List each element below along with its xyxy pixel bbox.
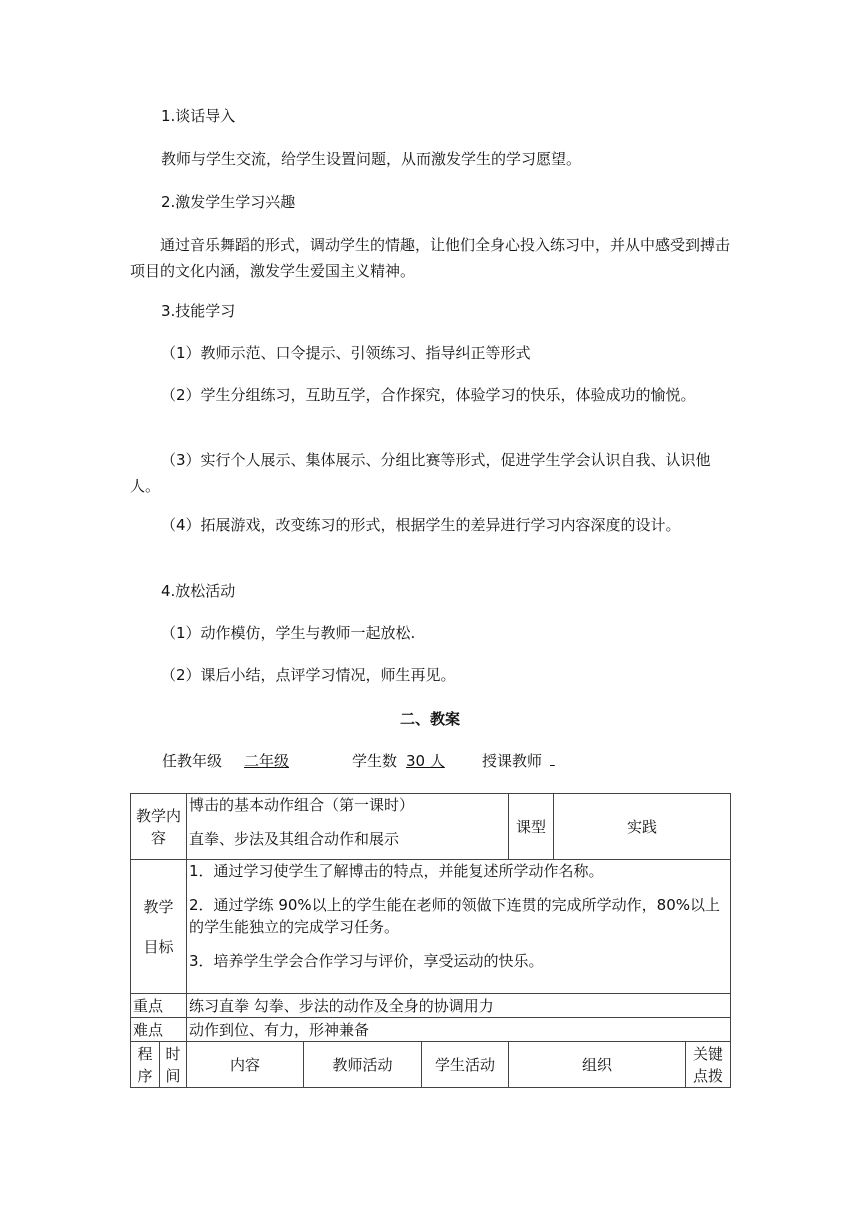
- key-point-value: 练习直拳 勾拳、步法的动作及全身的协调用力: [187, 994, 731, 1018]
- lesson-plan-table: [130, 793, 731, 1088]
- key-point-row: [131, 994, 731, 1018]
- header-teacher-activity: 教师活动: [304, 1042, 422, 1088]
- grade-value: 二年级: [244, 752, 290, 770]
- header-content: 内容: [187, 1042, 304, 1088]
- goals-label: [131, 860, 187, 994]
- difficulty-row: [131, 1018, 731, 1042]
- paragraph-4-1: （1）动作模仿，学生与教师一起放松.: [161, 624, 416, 642]
- paragraph-2: 通过音乐舞蹈的形式，调动学生的情趣，让他们全身心投入练习中，并从中感受到搏击项目的文化内涵，激发学生爱国主义精神。: [130, 236, 731, 280]
- content-line-2: 直拳、步法及其组合动作和展示: [189, 830, 400, 848]
- content-label: 教学内容: [131, 794, 187, 860]
- header-time: 时间: [160, 1042, 187, 1088]
- header-key-guidance: 关键点拨: [686, 1042, 731, 1088]
- paragraph-3-1: （1）教师示范、口令提示、引领练习、指导纠正等形式: [161, 344, 531, 362]
- goals-label-line-2: 目标: [143, 937, 174, 956]
- paragraph-3-3: （3）实行个人展示、集体展示、分组比赛等形式，促进学生学会认识自我、认识他人。: [130, 451, 711, 495]
- grade-label: 任教年级: [162, 752, 223, 770]
- header-organization: 组织: [509, 1042, 686, 1088]
- paragraph-heading-1: 1.谈话导入: [161, 107, 236, 125]
- paragraph-heading-2: 2.激发学生学习兴趣: [161, 193, 296, 211]
- goals-label-line-1: 教学: [143, 897, 174, 916]
- paragraph-4-2: （2）课后小结，点评学习情况，师生再见。: [161, 666, 456, 684]
- teacher-label: 授课教师: [482, 752, 543, 770]
- difficulty-label: 难点: [131, 1018, 187, 1042]
- content-row: [131, 794, 731, 860]
- difficulty-value: 动作到位、有力，形神兼备: [187, 1018, 731, 1042]
- goals-row: [131, 860, 731, 994]
- goals-cell: [187, 860, 731, 994]
- teacher-value-blank: [550, 750, 555, 768]
- goal-item: 2．通过学练 90%以上的学生能在老师的领做下连贯的完成所学动作，80%以上的学生能独立的完成学习任务。: [189, 896, 721, 936]
- key-point-label: 重点: [131, 994, 187, 1018]
- header-procedure: 程序: [131, 1042, 160, 1088]
- paragraph-1: 教师与学生交流，给学生设置问题，从而激发学生的学习愿望。: [161, 150, 582, 168]
- type-label: 课型: [509, 794, 554, 860]
- paragraph-heading-4: 4.放松活动: [161, 582, 236, 600]
- header-student-activity: 学生活动: [422, 1042, 509, 1088]
- paragraph-3-2: （2）学生分组练习，互助互学，合作探究，体验学习的快乐，体验成功的愉悦。: [161, 386, 696, 404]
- section-heading: 二、教案: [399, 710, 460, 728]
- content-line-1: 博击的基本动作组合（第一课时）: [189, 796, 415, 814]
- paragraph-3-4: （4）拓展游戏，改变练习的形式，根据学生的差异进行学习内容深度的设计。: [161, 516, 681, 534]
- students-value: 30 人: [406, 752, 445, 770]
- goal-item: 3．培养学生学会合作学习与评价，享受运动的快乐。: [189, 952, 544, 970]
- paragraph-heading-3: 3.技能学习: [161, 302, 236, 320]
- procedure-header-row: [131, 1042, 731, 1088]
- students-label: 学生数: [352, 752, 398, 770]
- content-cell: [187, 794, 509, 860]
- goal-item: 1．通过学习使学生了解博击的特点，并能复述所学动作名称。: [189, 862, 604, 880]
- type-value: 实践: [554, 794, 731, 860]
